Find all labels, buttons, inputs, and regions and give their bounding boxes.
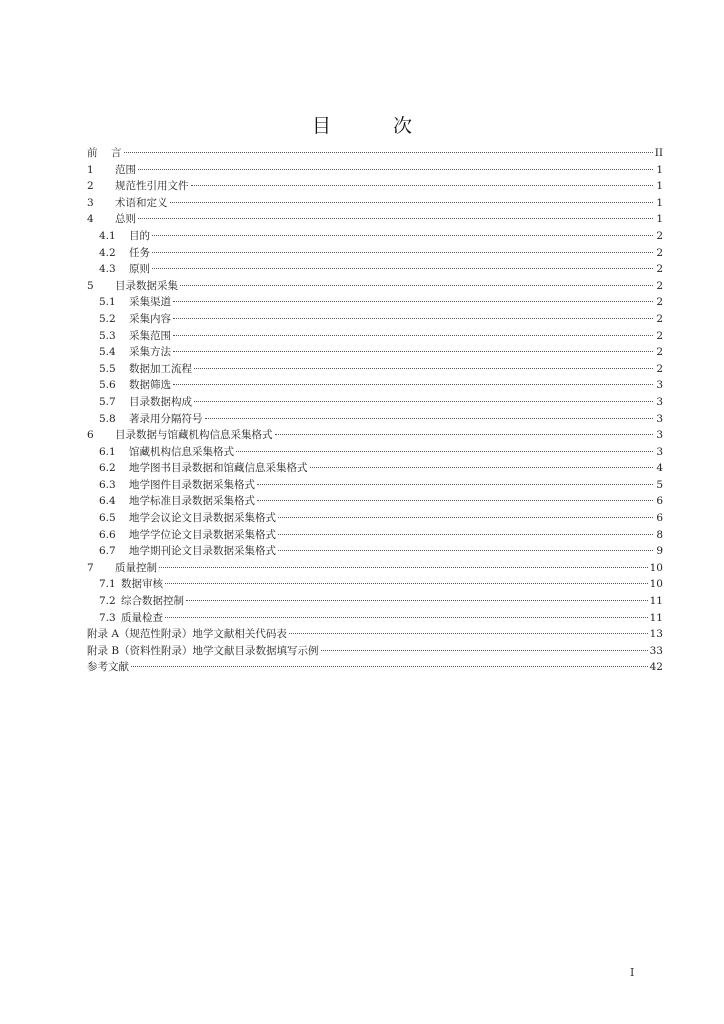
toc-entry[interactable] xyxy=(87,460,663,477)
toc-entry-number: 6.4 xyxy=(99,495,116,508)
dot-leader xyxy=(310,467,654,468)
dot-leader xyxy=(205,418,654,419)
dot-leader xyxy=(138,218,653,219)
toc-entry-number: 6.1 xyxy=(99,445,116,458)
toc-entry-number: 3 xyxy=(87,196,94,209)
toc-entry-number: 7.1 xyxy=(99,578,116,591)
dot-leader xyxy=(152,252,653,253)
toc-entry-page: 5 xyxy=(656,478,663,491)
toc-entry[interactable] xyxy=(87,493,663,510)
toc-entry-page: 1 xyxy=(656,196,663,209)
dot-leader xyxy=(152,268,653,269)
toc-entry-page: 4 xyxy=(656,462,663,475)
toc-entry-label: 采集范围 xyxy=(129,329,171,342)
toc-entry[interactable] xyxy=(87,543,663,560)
dot-leader xyxy=(180,285,653,286)
toc-entry-page: 3 xyxy=(656,412,663,425)
toc-entry-number: 6.3 xyxy=(99,478,116,491)
toc-entry-number: 7 xyxy=(87,561,94,574)
toc-entry-number: 2 xyxy=(87,180,94,193)
toc-entry-label: 规范性引用文件 xyxy=(115,180,189,193)
toc-entry-page: 6 xyxy=(656,512,663,525)
toc-entry-page: 1 xyxy=(656,213,663,226)
toc-entry-label: 采集方法 xyxy=(129,346,171,359)
toc-entry[interactable] xyxy=(87,477,663,494)
toc-entry-page: 2 xyxy=(656,246,663,259)
dot-leader xyxy=(278,550,653,551)
toc-entry[interactable] xyxy=(87,576,663,593)
toc-entry-label: 总则 xyxy=(115,213,136,226)
toc-entry-number: 6.7 xyxy=(99,545,116,558)
toc-entry-number: 前 xyxy=(87,147,98,159)
toc-entry-page: 1 xyxy=(656,180,663,193)
toc-entry[interactable] xyxy=(87,560,663,577)
dot-leader xyxy=(173,318,653,319)
toc-entry-number: 7.3 xyxy=(99,611,116,624)
toc-entry[interactable] xyxy=(87,427,663,444)
toc-entry-page: 8 xyxy=(656,528,663,541)
toc-entry[interactable] xyxy=(87,626,663,643)
toc-entry[interactable] xyxy=(87,377,663,394)
toc-entry-label: 地学图件目录数据采集格式 xyxy=(129,478,255,491)
toc-entry-number: 4.1 xyxy=(99,229,116,242)
toc-entry-number: 5.1 xyxy=(99,296,116,309)
dot-leader xyxy=(257,500,653,501)
toc-entry-label: 综合数据控制 xyxy=(121,595,184,608)
dot-leader xyxy=(173,351,653,352)
page-title: 目 次 xyxy=(311,115,441,137)
dot-leader xyxy=(236,451,653,452)
toc-entry-page: 2 xyxy=(656,279,663,292)
toc-entry-page: 33 xyxy=(649,644,663,657)
toc-entry-number: 6.5 xyxy=(99,512,116,525)
toc-entry-label: 地学期刊论文目录数据采集格式 xyxy=(129,545,276,558)
toc-entry[interactable] xyxy=(87,145,663,162)
dot-leader xyxy=(194,368,653,369)
toc-entry[interactable] xyxy=(87,593,663,610)
dot-leader xyxy=(191,185,654,186)
dot-leader xyxy=(131,666,648,667)
page-number: I xyxy=(630,966,635,979)
toc-entry-label: 地学标准目录数据采集格式 xyxy=(129,495,255,508)
toc-entry-page: 1 xyxy=(656,163,663,176)
toc-entry-label: 地学会议论文目录数据采集格式 xyxy=(129,512,276,525)
toc-entry-number: 5.4 xyxy=(99,346,116,359)
toc-entry-page: 42 xyxy=(649,661,663,674)
dot-leader xyxy=(165,583,648,584)
toc-entry-number: 5.5 xyxy=(99,362,116,375)
toc-entry[interactable] xyxy=(87,411,663,428)
toc-entry-number: 5.6 xyxy=(99,379,116,392)
toc-entry-label: 数据加工流程 xyxy=(129,362,192,375)
toc-entry-number: 6.6 xyxy=(99,528,116,541)
toc-entry-page: 11 xyxy=(649,611,663,624)
toc-entry-page: 3 xyxy=(656,395,663,408)
dot-leader xyxy=(170,202,654,203)
toc-entry-page: 10 xyxy=(649,578,663,591)
toc-entry-label: 馆藏机构信息采集格式 xyxy=(129,445,234,458)
toc-entry-label: 目录数据采集 xyxy=(115,279,178,292)
toc-entry-label: 采集内容 xyxy=(129,312,171,325)
toc-entry[interactable] xyxy=(87,659,663,676)
toc-entry-page: 2 xyxy=(656,229,663,242)
toc-entry-page: 2 xyxy=(656,312,663,325)
toc-entry-page: 10 xyxy=(649,561,663,574)
toc-entry-label: 范围 xyxy=(115,163,136,176)
toc-entry-label: 目录数据与馆藏机构信息采集格式 xyxy=(115,429,273,442)
toc-entry-number: 5 xyxy=(87,279,94,292)
toc-entry-label: 目的 xyxy=(129,229,150,242)
toc-entry-page: 3 xyxy=(656,429,663,442)
toc-entry[interactable] xyxy=(87,510,663,527)
toc-entry-label: 数据审核 xyxy=(121,578,163,591)
dot-leader xyxy=(152,235,653,236)
dot-leader xyxy=(159,567,648,568)
toc-entry-label: 术语和定义 xyxy=(115,196,168,209)
toc-entry[interactable] xyxy=(87,294,663,311)
toc-entry-number: 5.3 xyxy=(99,329,116,342)
toc-entry[interactable] xyxy=(87,394,663,411)
toc-entry-number: 4 xyxy=(87,213,94,226)
toc-entry[interactable] xyxy=(87,162,663,179)
toc-entry[interactable] xyxy=(87,444,663,461)
dot-leader xyxy=(186,600,648,601)
toc-entry[interactable] xyxy=(87,643,663,660)
toc-entry-page: 2 xyxy=(656,296,663,309)
toc-entry-page: II xyxy=(654,147,663,159)
toc-entry-number: 4.3 xyxy=(99,263,116,276)
toc-entry-page: 3 xyxy=(656,445,663,458)
dot-leader xyxy=(138,169,653,170)
toc-entry[interactable] xyxy=(87,527,663,544)
dot-leader xyxy=(124,152,653,153)
toc-entry-number: 5.7 xyxy=(99,395,116,408)
toc-entry-page: 11 xyxy=(649,595,663,608)
toc-entry-page: 3 xyxy=(656,379,663,392)
toc-entry[interactable] xyxy=(87,211,663,228)
toc-entry[interactable] xyxy=(87,245,663,262)
toc-entry-label: 著录用分隔符号 xyxy=(129,412,203,425)
dot-leader xyxy=(278,517,653,518)
toc-entry-label: 附录 B（资料性附录）地学文献目录数据填写示例 xyxy=(87,644,319,657)
toc-entry-number: 5.8 xyxy=(99,412,116,425)
toc-entry-number: 6.2 xyxy=(99,462,116,475)
toc-entry-page: 6 xyxy=(656,495,663,508)
table-of-contents xyxy=(87,145,663,676)
toc-entry-number: 4.2 xyxy=(99,246,116,259)
toc-entry[interactable] xyxy=(87,344,663,361)
dot-leader xyxy=(257,484,653,485)
toc-entry-label: 质量检查 xyxy=(121,611,163,624)
toc-entry-page: 2 xyxy=(656,329,663,342)
dot-leader xyxy=(173,301,653,302)
toc-entry-label: 原则 xyxy=(129,263,150,276)
toc-entry-number: 5.2 xyxy=(99,312,116,325)
toc-entry-label: 言 xyxy=(111,147,122,159)
toc-entry-page: 2 xyxy=(656,362,663,375)
toc-entry-label: 附录 A（规范性附录）地学文献相关代码表 xyxy=(87,628,287,641)
toc-entry[interactable] xyxy=(87,361,663,378)
toc-entry-label: 地学图书目录数据和馆藏信息采集格式 xyxy=(129,462,308,475)
toc-entry-label: 任务 xyxy=(129,246,150,259)
toc-entry-label: 参考文献 xyxy=(87,661,129,674)
dot-leader xyxy=(289,633,648,634)
toc-entry-label: 采集渠道 xyxy=(129,296,171,309)
dot-leader xyxy=(173,384,653,385)
toc-entry[interactable] xyxy=(87,195,663,212)
toc-entry-page: 13 xyxy=(649,628,663,641)
dot-leader xyxy=(278,534,653,535)
toc-entry[interactable] xyxy=(87,228,663,245)
toc-entry-label: 质量控制 xyxy=(115,561,157,574)
dot-leader xyxy=(275,434,654,435)
toc-entry-number: 7.2 xyxy=(99,595,116,608)
toc-entry[interactable] xyxy=(87,328,663,345)
toc-entry[interactable] xyxy=(87,178,663,195)
toc-entry-page: 9 xyxy=(656,545,663,558)
toc-entry-label: 地学学位论文目录数据采集格式 xyxy=(129,528,276,541)
dot-leader xyxy=(173,335,653,336)
toc-entry-page: 2 xyxy=(656,263,663,276)
toc-entry-number: 6 xyxy=(87,429,94,442)
toc-entry[interactable] xyxy=(87,278,663,295)
toc-entry[interactable] xyxy=(87,610,663,627)
toc-entry-label: 数据筛选 xyxy=(129,379,171,392)
dot-leader xyxy=(321,650,648,651)
dot-leader xyxy=(194,401,653,402)
toc-entry[interactable] xyxy=(87,311,663,328)
toc-entry-number: 1 xyxy=(87,163,94,176)
toc-entry[interactable] xyxy=(87,261,663,278)
dot-leader xyxy=(165,617,648,618)
toc-entry-page: 2 xyxy=(656,346,663,359)
toc-entry-label: 目录数据构成 xyxy=(129,395,192,408)
